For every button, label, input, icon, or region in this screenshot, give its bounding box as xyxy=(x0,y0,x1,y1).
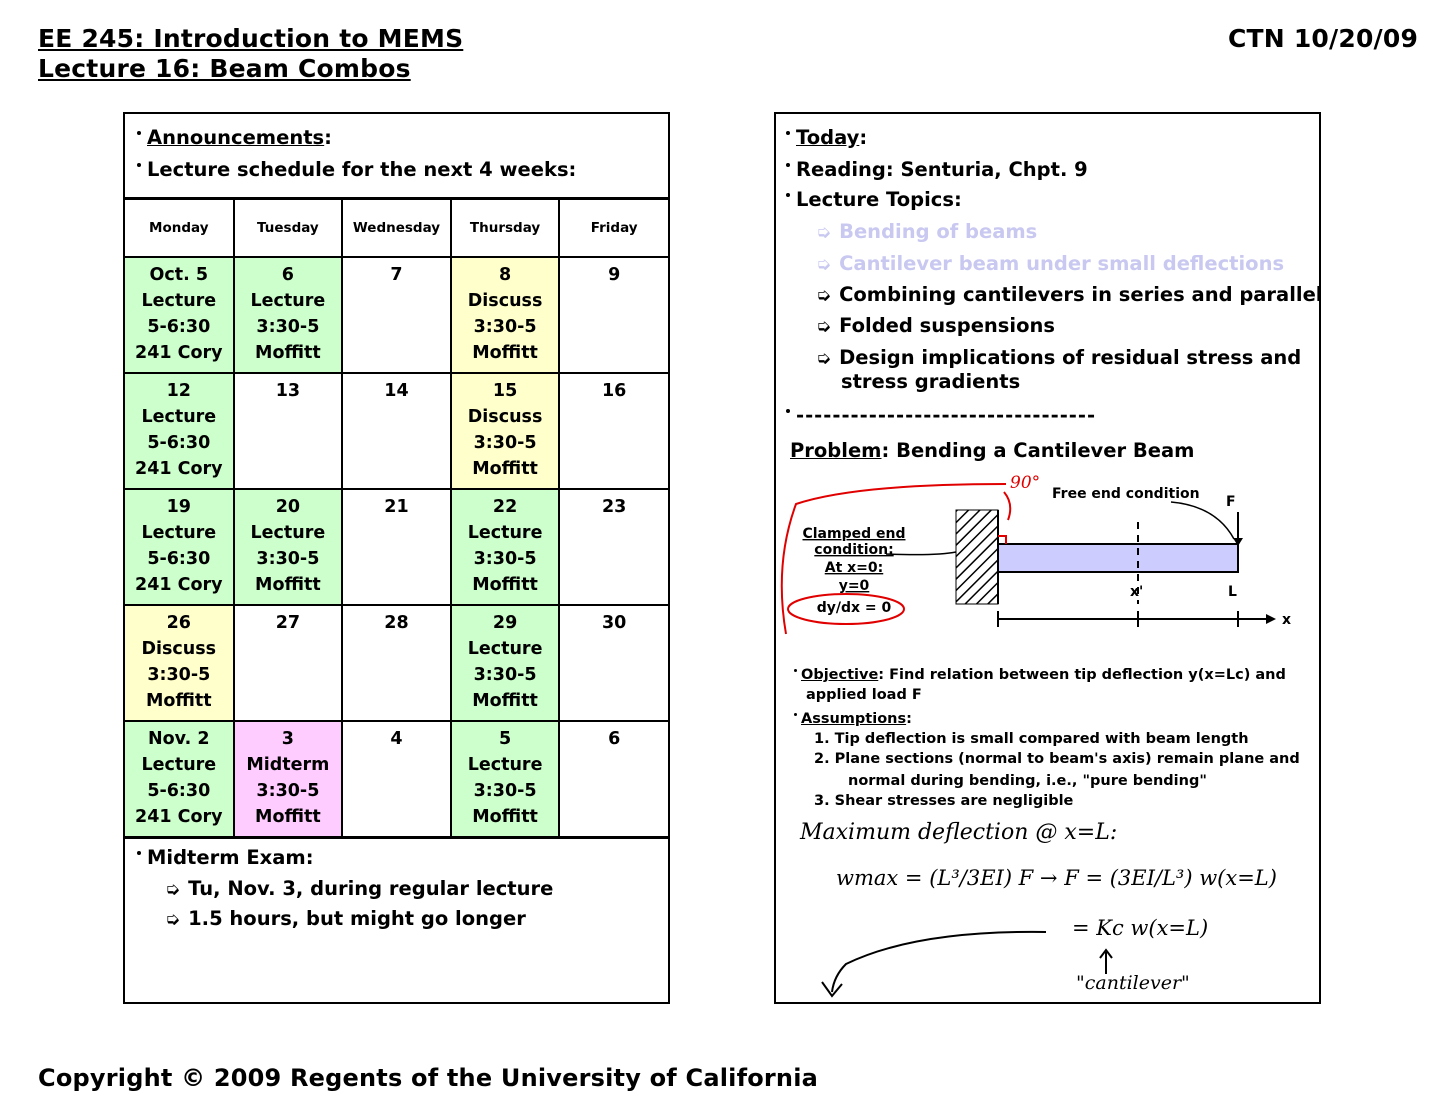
calendar-date: 6 xyxy=(608,729,621,749)
calendar-day-cell xyxy=(559,489,668,605)
calendar-date: Oct. 5 xyxy=(149,265,209,285)
calendar-day-cell xyxy=(559,605,668,721)
calendar-date: 16 xyxy=(602,381,627,401)
arrow-bullet-icon: ➭ xyxy=(165,909,181,930)
calendar-header-row xyxy=(125,199,668,258)
calendar-day-cell xyxy=(559,373,668,489)
calendar-week-row xyxy=(125,489,668,605)
bullet-dot xyxy=(786,131,790,135)
lecture-title: Lecture 16: Beam Combos xyxy=(38,54,411,83)
arrow-bullet-icon: ➭ xyxy=(165,879,181,900)
calendar-day-cell xyxy=(451,373,560,489)
handwritten-arrow xyxy=(816,924,1056,1004)
calendar-date: 7 xyxy=(390,265,403,285)
clamped-label: At x=0: xyxy=(824,560,884,576)
bullet-dot xyxy=(786,193,790,197)
calendar-event-line: Discuss xyxy=(467,291,543,311)
left-slide xyxy=(123,112,670,1004)
arrow-bullet-icon: ➭ xyxy=(816,222,832,243)
calendar-event-line: 3:30-5 xyxy=(147,665,211,685)
problem-title: Problem: Bending a Cantilever Beam xyxy=(790,439,1195,462)
calendar-date: 15 xyxy=(492,381,518,401)
topic-item-continued: stress gradients xyxy=(841,370,1021,393)
calendar-week-row xyxy=(125,373,668,489)
calendar-day-cell xyxy=(559,257,668,373)
schedule-calendar xyxy=(125,197,668,839)
calendar-event-line: Discuss xyxy=(467,407,543,427)
topic-item: ➭ Design implications of residual stress and xyxy=(816,346,1302,369)
calendar-date: 21 xyxy=(384,497,409,517)
calendar-day-cell xyxy=(559,721,668,838)
calendar-day-cell xyxy=(234,373,343,489)
calendar-event-line: Moffitt xyxy=(145,691,212,711)
calendar-event-line: 241 Cory xyxy=(135,807,223,827)
topic-item: ➭ Folded suspensions xyxy=(816,314,1055,337)
calendar-event-line: Lecture xyxy=(141,291,217,311)
calendar-day-cell xyxy=(125,721,234,838)
calendar-day-cell xyxy=(451,257,560,373)
clamped-label: condition: xyxy=(814,542,894,558)
calendar-day-cell xyxy=(234,257,343,373)
calendar-date: 30 xyxy=(602,613,627,633)
day-header: Friday xyxy=(559,199,668,258)
calendar-event-line: Lecture xyxy=(250,291,326,311)
calendar-date: 9 xyxy=(608,265,621,285)
calendar-event-line: Moffitt xyxy=(255,343,321,363)
objective-bullet: Objective: Find relation between tip deflection y(x=Lc) and xyxy=(794,667,1286,683)
bullet-dot xyxy=(137,851,141,855)
assumptions-heading: Assumptions: xyxy=(794,711,912,727)
calendar-event-line: Moffitt xyxy=(472,343,538,363)
x-prime-label: x' xyxy=(1130,584,1144,600)
reading-bullet: Reading: Senturia, Chpt. 9 xyxy=(786,158,1088,181)
calendar-week-row xyxy=(125,605,668,721)
calendar-event-line: 3:30-5 xyxy=(473,317,537,337)
calendar-day-cell xyxy=(125,489,234,605)
clamped-label: dy/dx = 0 xyxy=(816,600,892,616)
topic-item: ➭ Cantilever beam under small deflections xyxy=(816,252,1285,275)
calendar-day-cell xyxy=(451,605,560,721)
force-label: F xyxy=(1226,494,1236,510)
free-end-label: Free end condition xyxy=(1052,486,1200,502)
calendar-day-cell xyxy=(342,489,451,605)
calendar-day-cell xyxy=(342,721,451,838)
calendar-event-line: 5-6:30 xyxy=(147,317,211,337)
assumption-item: 3. Shear stresses are negligible xyxy=(814,793,1074,809)
calendar-event-line: 3:30-5 xyxy=(256,781,320,801)
calendar-event-line: 3:30-5 xyxy=(473,781,537,801)
calendar-event-line: 3:30-5 xyxy=(256,549,320,569)
arrow-bullet-icon: ➭ xyxy=(816,254,832,275)
day-header: Thursday xyxy=(451,199,560,258)
calendar-event-line: Lecture xyxy=(467,755,543,775)
day-header: Wednesday xyxy=(342,199,451,258)
announcements-bullet: Announcements: xyxy=(137,126,332,149)
midterm-item: ➭ 1.5 hours, but might go longer xyxy=(165,907,526,930)
calendar-week-row xyxy=(125,257,668,373)
calendar-date: 23 xyxy=(602,497,627,517)
calendar-event-line: Moffitt xyxy=(472,459,538,479)
calendar-day-cell xyxy=(342,257,451,373)
angle-annotation: 90° xyxy=(1010,473,1041,493)
kc-pointer-arrow xyxy=(1096,946,1116,976)
calendar-date: 20 xyxy=(275,497,301,517)
axis-label: x xyxy=(1282,612,1292,628)
calendar-event-line: 3:30-5 xyxy=(256,317,320,337)
calendar-day-cell xyxy=(234,721,343,838)
calendar-date: 29 xyxy=(492,613,518,633)
arrow-bullet-icon: ➭ xyxy=(816,285,832,306)
midterm-heading: Midterm Exam: xyxy=(137,846,314,869)
handwritten-equation: = Kc w(x=L) xyxy=(1072,916,1209,940)
calendar-event-line: Lecture xyxy=(467,523,543,543)
wall-support xyxy=(956,510,998,604)
calendar-date: 5 xyxy=(498,729,512,749)
handwritten-equation: wmax = (L³/3EI) F → F = (3EI/L³) w(x=L) xyxy=(836,866,1277,890)
calendar-date: 27 xyxy=(275,613,301,633)
calendar-date: 8 xyxy=(498,265,512,285)
calendar-date: 4 xyxy=(390,729,403,749)
assumption-item: 1. Tip deflection is small compared with beam length xyxy=(814,731,1249,747)
assumption-item-continued: normal during bending, i.e., "pure bending" xyxy=(848,773,1207,789)
handwritten-note: "cantilever" xyxy=(1076,972,1190,994)
arrow-bullet-icon: ➭ xyxy=(816,316,832,337)
calendar-event-line: Lecture xyxy=(141,407,217,427)
calendar-day-cell xyxy=(125,373,234,489)
calendar-date: 19 xyxy=(166,497,191,517)
calendar-date: 14 xyxy=(384,381,409,401)
calendar-day-cell xyxy=(125,605,234,721)
midterm-item: ➭ Tu, Nov. 3, during regular lecture xyxy=(165,877,554,900)
calendar-event-line: 3:30-5 xyxy=(473,549,537,569)
announcements-label: Announcements xyxy=(147,126,325,149)
beam xyxy=(998,544,1238,572)
clamped-label: Clamped end xyxy=(802,526,906,542)
calendar-day-cell xyxy=(234,489,343,605)
bullet-dot xyxy=(137,131,141,135)
calendar-event-line: Lecture xyxy=(141,755,217,775)
calendar-event-line: Lecture xyxy=(467,639,543,659)
calendar-day-cell xyxy=(342,605,451,721)
arrow-bullet-icon: ➭ xyxy=(816,348,832,369)
calendar-date: 26 xyxy=(166,613,191,633)
objective-continued: applied load F xyxy=(806,687,922,703)
bullet-dot xyxy=(137,163,141,167)
calendar-event-line: Discuss xyxy=(141,639,217,659)
schedule-heading-text: Lecture schedule for the next 4 weeks: xyxy=(147,158,577,181)
bullet-dot xyxy=(786,163,790,167)
calendar-event-line: Lecture xyxy=(250,523,326,543)
separator-line: --------------------------------- xyxy=(786,404,1096,427)
calendar-event-line: Moffitt xyxy=(255,575,321,595)
calendar-event-line: 241 Cory xyxy=(135,343,223,363)
calendar-date: Nov. 2 xyxy=(148,729,210,749)
topic-item: ➭ Combining cantilevers in series and parallel xyxy=(816,283,1323,306)
calendar-event-line: 5-6:30 xyxy=(147,549,211,569)
calendar-event-line: Moffitt xyxy=(255,807,321,827)
topics-heading: Lecture Topics: xyxy=(786,188,962,211)
calendar-event-line: 3:30-5 xyxy=(473,665,537,685)
bullet-dot xyxy=(794,669,797,672)
calendar-date: 28 xyxy=(384,613,409,633)
calendar-date: 6 xyxy=(281,265,294,285)
calendar-day-cell xyxy=(234,605,343,721)
calendar-day-cell xyxy=(451,489,560,605)
calendar-event-line: Lecture xyxy=(141,523,217,543)
calendar-event-line: 5-6:30 xyxy=(147,781,211,801)
calendar-event-line: Moffitt xyxy=(472,691,538,711)
schedule-heading xyxy=(137,158,576,181)
assumption-item: 2. Plane sections (normal to beam's axis) remain plane and xyxy=(814,751,1300,767)
today-bullet: Today: xyxy=(786,126,867,149)
copyright-footer: Copyright © 2009 Regents of the University of California xyxy=(38,1064,819,1092)
day-header: Monday xyxy=(125,199,234,258)
handwritten-heading: Maximum deflection @ x=L: xyxy=(800,820,1118,845)
calendar-week-row xyxy=(125,721,668,838)
calendar-date: 3 xyxy=(281,729,294,749)
calendar-day-cell xyxy=(451,721,560,838)
course-title: EE 245: Introduction to MEMS xyxy=(38,24,464,53)
calendar-date: 13 xyxy=(275,381,301,401)
calendar-event-line: 241 Cory xyxy=(135,459,223,479)
calendar-date: 12 xyxy=(166,381,191,401)
length-label: L xyxy=(1228,584,1237,600)
calendar-event-line: 241 Cory xyxy=(135,575,223,595)
calendar-event-line: 3:30-5 xyxy=(473,433,537,453)
bullet-dot xyxy=(786,409,790,413)
topic-item: ➭ Bending of beams xyxy=(816,220,1038,243)
right-slide xyxy=(774,112,1321,1004)
calendar-event-line: Moffitt xyxy=(472,575,538,595)
bullet-dot xyxy=(794,713,797,716)
day-header: Tuesday xyxy=(234,199,343,258)
calendar-event-line: 5-6:30 xyxy=(147,433,211,453)
clamped-label: y=0 xyxy=(838,578,870,594)
date-code: CTN 10/20/09 xyxy=(1228,24,1419,53)
calendar-event-line: Midterm xyxy=(246,755,330,775)
cantilever-diagram xyxy=(776,464,1319,644)
calendar-date: 22 xyxy=(492,497,518,517)
calendar-day-cell xyxy=(342,373,451,489)
calendar-event-line: Moffitt xyxy=(472,807,538,827)
calendar-day-cell xyxy=(125,257,234,373)
